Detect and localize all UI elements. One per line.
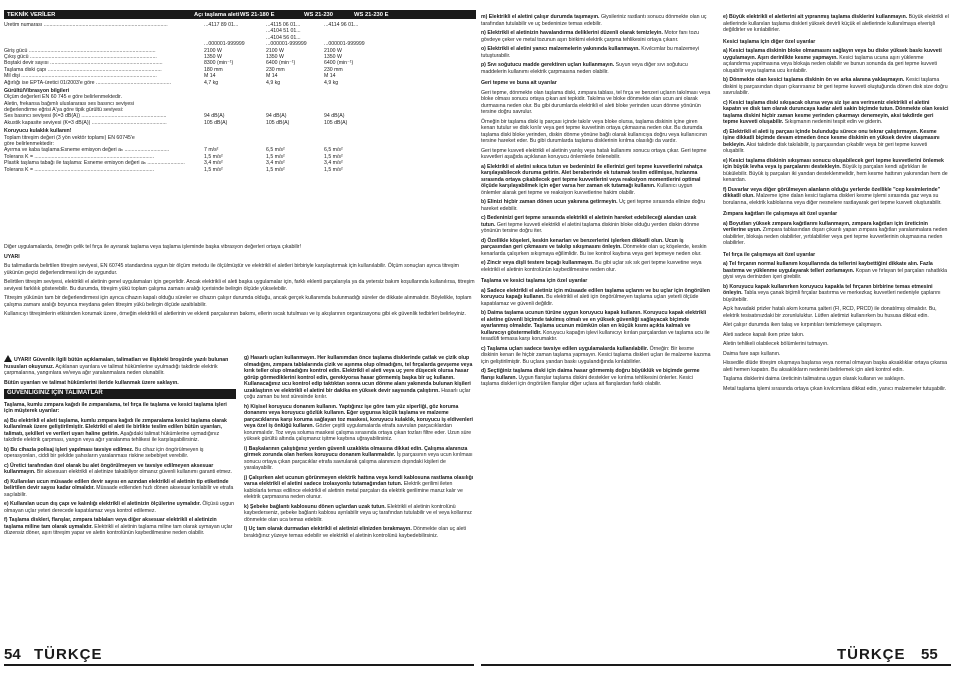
warning-para: Belirtilen titreşim seviyesi, elektrikli el aletinin genel uygulamaları için geçerlidir. Ancak elektrikli el aleti başka uygulamalar için, farklı eklenti parçalarıyla ya da yetersiz bakım koşullarında kullanılırsa, titreşim seviyesi farklılık gösterebilir. Bu durumda, titreşim yükü toplam çalışma zamanı aralığı içerisinde belirgin ölçüde yükselebilir. xyxy=(4,279,475,292)
instruction-text: Büyük elektrikli el aletlerinde kullanılan taşlama diskleri yüksek devirli küçük el aletlerinde kullanılmaya elverişli değildirler ve kırılabilirler. xyxy=(723,14,949,33)
instruction-item xyxy=(481,238,711,258)
spec-value: 4,7 kg xyxy=(204,79,219,86)
instruction-item xyxy=(244,404,476,443)
instruction-bold: e) Zincir veya dişli testere bıçağı kullanmayın. xyxy=(481,260,594,266)
instruction-item xyxy=(481,199,711,212)
instruction-text: Geri tepme, dönmekte olan taşlama diski, zımpara tablası, tel fırça ve benzeri uçların takılması veya bloke olması sonucu ortaya çıkan ani tepkidir. Takılma ve bloke dönmekte olan ucun ani olarak durmasına neden olur. Bu gibi durumlarda elektrikli el aleti bloke yerinden ucun dönme yönünün tersine doğru savrulur. xyxy=(481,89,711,115)
instruction-item xyxy=(244,446,476,472)
spec-value: 1350 W xyxy=(324,53,342,60)
instruction-bold: d) Özellikle köşeleri, keskin kenarları ve benzerlerini işlerken dikkatli olun. Ucun iş parçasından geri çıkmasını ve takılıp sıkışmasını önleyin. xyxy=(481,237,684,250)
language-label: TÜRKÇE xyxy=(837,646,906,663)
footer-left xyxy=(4,645,474,667)
spec-label: Ses basıncı seviyesi (K=3 dB(A)) ........................................................... xyxy=(4,113,167,120)
vibration-warning-text xyxy=(4,244,476,321)
spec-value: 4,9 kg xyxy=(266,79,281,86)
spec-value: 105 dB(A) xyxy=(204,119,228,126)
technical-data-title: TEKNİK VERİLER xyxy=(7,11,56,18)
instruction-item xyxy=(723,332,949,339)
page-number: 55 xyxy=(921,646,938,663)
noise-text: Ölçüm değerleri EN 60 745 e göre belirlenmektedir. xyxy=(4,94,122,101)
instruction-text: Elektrikli el aletinin taşlama miline tam olarak uymayan uçlar düzensiz döner, aşırı titreşim yapar ve aletin kontrolünün kaybedilmesine neden olabilir. xyxy=(4,523,233,536)
instruction-item xyxy=(723,306,949,319)
section-heading: Taşlama ve kesici taşlama için özel uyarılar xyxy=(481,278,588,284)
right-column-1 xyxy=(481,14,711,642)
instruction-item xyxy=(723,158,949,184)
instruction-item xyxy=(481,46,711,59)
warning-para: Bu talimatlarda belirtilen titreşim seviyesi, EN 60745 standardına uygun bir ölçüm metodu ile ölçülmüştür ve elektrikli el aletleri birbiriyle karşılaştırmak için kullanılabilir. Ölçüm sonuçları ayrıca titreşim yükünün geçici değerlendirmesi için de uygundur. xyxy=(4,263,459,276)
instruction-text: Müsaade edilenden hızlı dönen aksesuar kırılabilir ve etrafa saçılabilir. xyxy=(4,485,234,498)
instruction-bold: c) Bedeninizi geri tepme sırasında elektrikli el aletinin hareket edebileceği alandan uzak tutun. xyxy=(481,215,697,228)
right-page xyxy=(477,0,954,677)
spec-label: Giriş gücü ........................................................................................ xyxy=(4,47,156,54)
spec-value: 180 mm xyxy=(204,66,223,73)
instruction-item xyxy=(723,100,949,126)
safety-warning-head: UYARI! Güvenlik ilgili bütün açıklamaları, talimatları ve ilişkteki broşürde yazılı bulunan hususları okuyunuz. xyxy=(4,357,229,370)
noise-text: Aletin, frekansa bağımlı uluslararası ses basıncı seviyesi xyxy=(4,100,135,107)
instruction-item xyxy=(481,62,711,75)
instruction-bold: a) Sadece elektrikli el aletiniz için müsaade edilen taşlama uçlarını ve bu uçlar için öngörülen koruyucu kapağı kullanın. xyxy=(481,287,710,300)
instruction-bold: a) Bu elektrikli el aleti taşlama, kumlu zımpara kağıdı ile zımparalama kesici taşlama olarak kullanılmak üzere geliştirilmiştir. Elektrikli el aleti ile birlikte teslim edilen bütün uyarıları, talimatı, şekilleri ve verileri uyarı haline getirin. xyxy=(4,417,227,437)
instruction-item xyxy=(723,261,949,281)
spec-label: Plastik taşlama tabağı ile taşlama: Esneme emisyon değeri aₕ .......................... xyxy=(4,160,185,167)
instruction-item xyxy=(723,77,949,97)
spec-label: Üretim numarası ...................................................................................... xyxy=(4,22,168,28)
instruction-item xyxy=(4,517,236,537)
spec-value: 1,5 m/s² xyxy=(266,166,285,173)
spec-value: ...4115 06 01... xyxy=(266,22,301,28)
section-heading: Kesici taşlama için diğer özel uyarılar xyxy=(723,38,816,45)
instruction-item xyxy=(723,341,949,348)
spec-value: 94 dB(A) xyxy=(324,113,345,120)
instruction-bold: i) Başkalarının çalıştığınız yerden güvenli uzaklıkta olmasına dikkat edin. Çalışma alanınıza girmek zorunda olan herkes koruyucu donanım kullanmalıdır. xyxy=(244,445,468,458)
instruction-item xyxy=(481,346,711,366)
instruction-bold: m) Elektrikli el aletini çalışır durumda taşımayın. xyxy=(481,14,600,20)
spec-value: ...4104 56 01... xyxy=(266,34,301,41)
instruction-text: Kesici taşlama ucuna aşırı yüklenme açılandırma yapılmasına veya blokaja neden olabilir ve bunun sonunda da geri tepme kuvveti oluşabilir veya taşlama ucu kırılabilir. xyxy=(723,54,937,74)
instruction-item xyxy=(244,475,476,501)
instruction-text: Bu elektrikli el aleti için öngörülmeyen taşlama uçları yeterli ölçüde kapatılamaz ve güvenli değildir. xyxy=(481,294,699,307)
instruction-text: Koruyucu kapağın işlevi kullanıcıyı kırılan parçalardan ve taşlama ucu ile tesadüfi temasa karşı korumaktır. xyxy=(481,329,710,342)
spec-value: ...4117 89 01... xyxy=(204,22,239,28)
instruction-bold: e) Kesici taşlama diskinin sıkışması sonucu oluşabilecek geri tepme kuvvetlerini önlemek için büyük levha veya iş parçalarını destekleyin. xyxy=(723,157,944,170)
warning-triangle-icon xyxy=(4,355,12,362)
instruction-bold: b) Dönmekte olan kesici taşlama diskinin ön ve arka alanına yaklaşmayın. xyxy=(723,77,905,83)
instruction-item xyxy=(481,260,711,273)
spec-value: M 14 xyxy=(266,73,278,80)
spec-value: ...000001-999999 xyxy=(324,41,365,48)
spec-value: 6,5 m/s² xyxy=(324,147,343,154)
instruction-bold: c) Üretici tarafından özel olarak bu alet öngörülmeyen ve tavsiye edilmeyen aksesuar kullanmayın. xyxy=(4,462,214,475)
spec-value: 4,9 kg xyxy=(324,79,339,86)
spec-row xyxy=(4,120,476,126)
safety-warning-body: Açıklanan uyarılara ve talimat hükümlerine uyulmadığı takdirde elektrik çarpmalarına, yangınlara ve/veya ağır yaralanmalara neden olunabilir. xyxy=(4,363,218,376)
instruction-bold: o) Elektrikli el aletini yanıcı malzemelerin yakınında kullanmayın. xyxy=(481,46,640,52)
instruction-bold: a) Tel fırçanın normal kullanım koşullarında da tellerini kaybettiğini dikkate alın. Fazla bastırma ve yüklenme uygulayarak telleri zorlamayın. xyxy=(723,261,933,274)
model-3: WS 21-230 E xyxy=(354,11,389,18)
instruction-text: Hissedile dlüde titreşim oluşmaya başlarsa veya normal olmayan başka aksaklıklar ortaya çıkarsa aleti hemen kapatın. Bu aksaklıkların nedenini belirlemek için aleti kontrol edin. xyxy=(723,360,948,373)
spec-row xyxy=(4,167,476,173)
instruction-text: Aleti sadece kapalı iken prize takın. xyxy=(723,331,805,338)
instruction-item xyxy=(244,526,476,539)
instruction-bold: e) Kullanılan ucun dış çapı ve kalınlığı elektrikli el aletinizin ölçülerine uymalıdır. xyxy=(4,501,201,507)
spec-value: 105 dB(A) xyxy=(324,119,348,126)
instruction-text: Daima fare sapı kullanın. xyxy=(723,350,781,357)
warning-para: Titreşim yükünün tam bir değerlendirmesi için ayrıca cihazın kapalı olduğu süreler ve cihazın çalışır durumda olduğu, ancak gerçek kullanımda bulunmadığı süreler de dikkate alınmalıdır. Böylelikle, toplam çalışma zamanı aralığı boyunca meydana gelen titreşim yükü belirgin ölçüde azaltılabilir. xyxy=(4,295,472,308)
spec-value: 94 dB(A) xyxy=(204,113,225,120)
noise-title: Gürültü/Vibrasyon bilgileri xyxy=(4,87,70,94)
instruction-item xyxy=(723,14,949,34)
footer-rule xyxy=(4,664,474,666)
instruction-item xyxy=(481,148,711,161)
instruction-bold: b) Elinizi hiçbir zaman dönen ucun yakınına getirmeyin. xyxy=(481,199,618,205)
instruction-item xyxy=(481,30,711,43)
language-label: TÜRKÇE xyxy=(34,646,103,663)
spec-label: Taşlama diski çapı ............................................................................... xyxy=(4,66,162,73)
instruction-text: Alet çalışır durumda iken talaş ve kırpıntıları temizlemeye çalışmayın. xyxy=(723,322,883,328)
instruction-item xyxy=(481,14,711,27)
spec-value: 6400 (min⁻¹) xyxy=(266,60,296,67)
instruction-bold: d) Elektrikli el aleti iş parçası içinde bulunduğu sürece onu tekrar çalıştırmayın. Kesme işine dikkatli biçimde devam etmeden önce kesme diskinin en yüksek devire ulaşmasını bekleyin. xyxy=(723,128,940,148)
spec-label: Tolerans K = ................................................................................... xyxy=(4,153,155,160)
instruction-text: Örneğin bir taşlama diski iş parçası içinde takılır veya bloke olursa, taşlama diskinin içine giren kenarı tutulur ve disk kırılır veya geri tepme kuvvetinin ortaya çıkmasına neden olur. Bu durumda taşlama diski bloke yerinden, diskin dönme yönüne bağlı olarak kullanıcıya doğru veya kullanıcının tersine hareket eder. Bu gibi durumlarda taşlama disklerinin kırılma olasılığı da vardır. xyxy=(481,118,708,144)
instruction-item xyxy=(244,504,476,524)
instruction-bold: l) Uç tam olarak durmadan elektrikli el aletinizi elinizden bırakmayın. xyxy=(244,526,412,532)
instruction-text: Dönmekte olan uç aleti bıraktığınız yüzeye temas edebilir ve elektrikli el aletinin kontrolünü kaybedebilirsiniz. xyxy=(244,526,467,539)
technical-data-table xyxy=(4,22,476,173)
instruction-text: Geri tepme kuvveti elektrikli el aletini taşlama diskinin bloke olduğu yerden diskin dönme yönünün tersine doğru iter. xyxy=(481,221,700,234)
instruction-bold: b) Bu cihazla polisaj işleri yapılması tavsiye edilmez. xyxy=(4,446,134,453)
instruction-item xyxy=(723,376,949,383)
instruction-text: Dönmekte olan uç köşelerde, keskin kenarlarda çalışırken sıkışmaya eğilimlidir. Bu ise kontrol kaybına veya geri tepmeye neden olur. xyxy=(481,244,707,257)
spec-value: 105 dB(A) xyxy=(266,119,290,126)
instruction-text: Elektrikli el aletinin kontrolünü kaybederseniz, şebeke bağlantı kablosu ayrılabilir veya uç tarafından tutulabilir ve el veya kollarınız dönmekte olan uca temas edebilir. xyxy=(244,503,472,523)
tool-type: Açı taşlama aleti xyxy=(194,11,240,18)
safety-section-bar: GÜVENLİĞİNİZ İÇİN TALİMATLAR xyxy=(4,389,236,399)
instruction-bold: b) Koruyucu kapak kullanırken koruyucu kapakla tel fırçanın birbirine temas etmesini önleyin. xyxy=(723,283,933,296)
other-applications-note: Diğer uygulamalarda, örneğin çelik tel fırça ile ayırarak taşlama veya taşlama işleminde başka vibrasyon değerleri ortaya çıkabilir! xyxy=(4,244,301,250)
spec-label: Tolerans K = ................................................................................... xyxy=(4,166,155,173)
instruction-text: İş parçasının veya ucun kırılması sonucu ortaya çıkan parçacıklar etrafa savrularak çalışma alanınızın dışındaki kişileri de yaralayabilir. xyxy=(244,452,473,471)
instruction-text: Ölçüsü uygun olmayan uçlar yeteri derecede kapatılamaz veya kontrol edilemez. xyxy=(4,501,235,514)
instruction-text: Zımpara tablasından dışarı çıkarılı yapan zımpara kağıtları yaralanmalara neden olabilirler, blokaja neden olabilirler, yırtılabilirler veya geri tepme kuvvetlerinin oluşmasına neden olabilirler. xyxy=(723,227,948,246)
instruction-text: Uç geri tepme sırasında elinize doğru hareket edebilir. xyxy=(481,199,706,212)
spec-value: 94 dB(A) xyxy=(266,113,287,120)
spec-value: 3,4 m/s² xyxy=(266,160,285,167)
instruction-bold: c) Taşlama uçları sadece tavsiye edilen uygulamalarda kullanılabilir. xyxy=(481,345,649,352)
instruction-text: Kesici taşlama diskini iş parçasından dışarı çıkarırsanız bir geri tepme kuvveti oluştuğunda dönen disk size doğru savrulabilir. xyxy=(723,77,948,96)
instruction-item xyxy=(723,386,949,393)
instruction-item xyxy=(723,129,949,155)
instruction-item xyxy=(4,447,236,460)
model-1: WS 21-180 E xyxy=(240,11,275,18)
instruction-bold: d) Seçtiğiniz taşlama diski için daima hasar görmemiş doğru büyüklük ve biçimde germe flanşı kullanın. xyxy=(481,368,700,381)
ear-protection-note: Koruyucu kulaklık kullanın! xyxy=(4,128,72,135)
spec-value: M 14 xyxy=(324,73,336,80)
spec-value: 6,5 m/s² xyxy=(266,147,285,154)
safety-items xyxy=(4,402,236,537)
footer-right xyxy=(481,645,951,667)
section-heading: Tel fırça ile çalışmaya ait özel uyarılar xyxy=(723,251,816,258)
instruction-text: Metal taşlama işlemi sırasında ortaya çıkan kıvılcımlara dikkat edin, yanıcı malzemeler tutuşabilir. xyxy=(723,385,947,392)
instruction-item xyxy=(723,360,949,373)
spec-label: Mil dişi .............................................................................................. xyxy=(4,73,157,80)
instruction-item xyxy=(723,351,949,358)
instruction-item xyxy=(481,288,711,308)
instruction-bold: k) Şebeke bağlantı kablosunu dönen uçlardan uzak tutun. xyxy=(244,503,386,510)
spec-label: Çıkış gücü ........................................................................................ xyxy=(4,53,157,60)
instruction-text: Açık havadaki prizler hatalı akım koruma şalteri (FI, RCD, PRCD) ile donatılmış olmalıdır. Bu, elektrik tesisatınızdaki bir zorunluluktur. Lütfen aletimizi kullanırken bu hususa dikkat edin. xyxy=(723,306,937,319)
instruction-bold: c) Kesici taşlama diski sıkışacak olursa veya siz işe ara verirseniz elektrikli el aletini kapatın ve disk tam olarak duruncaya kadar aleti sakin biçimde tutun. Dönmekte olan kesici taşlama diskini hiçbir zaman kesme yerinden çıkarmayı denemeyin, aksi takdirde geri tepme kuvveti oluşabilir. xyxy=(723,99,949,125)
spec-label: Ağırlığı ise EPTA-üretici 01/2003'e göre .................................................... xyxy=(4,79,171,86)
instruction-text: Bir aksesuarı elektrikli el aletinize takabiliyor olmanız güvenli kullanımı garanti etmez. xyxy=(35,469,233,475)
spec-value: 1,5 m/s² xyxy=(266,153,285,160)
instruction-item xyxy=(4,402,236,415)
spec-value: 1,5 m/s² xyxy=(324,166,343,173)
safety-column-1 xyxy=(4,355,236,643)
instruction-item xyxy=(481,310,711,343)
page-number: 54 xyxy=(4,646,21,663)
instruction-item xyxy=(723,48,949,74)
vibration-text: Toplam titreşim değeri (3 yön vektör toplamı) EN 60745'e xyxy=(4,134,135,141)
spec-value: 3,4 m/s² xyxy=(204,160,223,167)
instruction-bold: g) Hasarlı uçları kullanmayın. Her kullanımdan önce taşlama disklerinde çatlak ve çizik olup olmadığını, zımpara tablalarında çizik ve aşınma olup olmadığını, tel fırçalarda gevşeme veya kırık teller olup olmadığını kontrol edin. Elektrikli el aleti veya uç yere düşecek olursa hasar görüp görmediklerini kontrol edin, gerekiyorsa hasar görmemiş başka bir uç kullanın. Kullanacağınız ucu kontrol edip taktıktan sonra ucun dönme alanı yakınında bulunan kişileri uzaklaştırın ve elektrikli el aletini bir dakika en yüksek devir sayısında çalıştırın. xyxy=(244,355,473,394)
spec-value: 230 mm xyxy=(324,66,343,73)
instruction-text: Tabla veya çanak biçimli fırçalar bastırma ve merkezkaç kuvvetleri nedeniyle çaplarını büyütebilir. xyxy=(723,290,941,303)
instruction-bold: a) Kesici taşlama diskinin bloke olmamasını sağlayın veya bu diske yüksek baskı kuvveti uygulamayın. Aşırı derinlikte kesme yapmayın. xyxy=(723,48,942,61)
instruction-bold: n) Elektrikli el aletinizin havalandırma deliklerini düzenli olarak temizleyin. xyxy=(481,30,663,36)
instruction-item xyxy=(723,322,949,329)
spec-value: 3,4 m/s² xyxy=(324,160,343,167)
vibration-text: göre belirlenmektedir: xyxy=(4,141,54,148)
spec-value: ...000001-999999 xyxy=(204,41,245,48)
instruction-bold: h) Kişisel koruyucu donanım kullanın. Yaptığınız işe göre tam yüz siperliği, göz koruma donanımı veya koruyucu gözlük kullanın. Eğer uygunsa küçük taşlama ve malzeme parçacıklarına karşı koruma sağlayan toz maskesi, koruyucu kulaklık, koruyucu iş eldivenleri veya özel iş önlüğü kullanın. xyxy=(244,403,473,429)
instruction-item xyxy=(723,187,949,207)
spec-value: 7 m/s² xyxy=(204,147,219,154)
safety-column-2 xyxy=(244,355,476,643)
spec-value: 230 mm xyxy=(266,66,285,73)
instruction-text: Uygun flanşlar taşlama diskini destekler ve kırılma tehlikesini önlerler. Kesici taşlama diskleri için öngörülen flanşlar diğer uçlara ait flanşlardan farklı olabilir. xyxy=(481,374,693,387)
spec-value: 2100 W xyxy=(266,47,284,54)
spec-value: 2100 W xyxy=(324,47,342,54)
instruction-bold: f) Duvarlar veya diğer görülmeyen alanların olduğu yerlerde özellikle "cep kesimlerinde" dikkatli olun. xyxy=(723,186,941,199)
spec-value: 1350 W xyxy=(204,53,222,60)
instruction-text: Taşlama disklerini daima üreticinin talimatına uygun olarak kullanın ve saklayın. xyxy=(723,376,905,382)
instruction-text: Örneğin: Bir kesme diskinin kenarı ile hiçbir zaman taşlama yapmayın. Kesici taşlama diskleri uçları ile malzeme kazıma için geliştirilmiştir. Bu uçlara yandan baskı uygulandığında kırılabilirler. xyxy=(481,345,711,365)
spec-value: 1,5 m/s² xyxy=(204,166,223,173)
instruction-text: Büyük iş parçaları kendi ağırlıkları ile bükülebilir. Büyük iş parçaları iki yandan desteklenmelidir, hem kesme hattının yakınından hem de kenardan. xyxy=(723,164,948,183)
instruction-text: Aletin tehlikeli olabilecek bölümlerini tutmayın. xyxy=(723,341,829,347)
spec-value: ...4104 51 01... xyxy=(266,28,301,35)
instruction-text: Kıvılcımlar bu malzemeyi tutuşturabilir. xyxy=(481,46,699,59)
instruction-item xyxy=(481,164,711,197)
instruction-bold: Taşlama, kumlu zımpara kağıdı ile zımparalama, tel fırça ile taşlama ve kesici taşlama işleri için müşterek uyarılar: xyxy=(4,401,227,414)
instruction-text: Hasarlı uçlar çoğu zaman bu test süresinde kırılır. xyxy=(244,387,471,400)
instruction-item xyxy=(723,284,949,304)
spec-value: 1350 W xyxy=(266,53,284,60)
spec-row xyxy=(4,80,476,86)
technical-data-header xyxy=(4,10,476,19)
warning-para: Kullanıcıyı titreşimlerin etkisinden korumak üzere, örneğin elektrikli el aletlerinin ve eklenti parçalarının bakımı, ellerin sıcak tutulması ve iş akışlarının organizasyonu gibi ek güvenlik tedbirleri belirleyiniz. xyxy=(4,311,466,317)
instruction-text: Giysileriniz rastlantı sonucu dönmekte olan uç tarafından tutulabilir ve uç bedeninize temas edebilir. xyxy=(481,14,707,27)
instruction-item xyxy=(4,418,236,444)
instruction-bold: e) Büyük elektrikli el aletlerini ait yıpranmış taşlama disklerini kullanmayın. xyxy=(723,14,908,20)
instruction-text: Aksi takdirde disk takılabilir, iş parçasından çıkabilir veya bir geri tepme kuvveti oluşabilir. xyxy=(723,141,928,154)
spec-label: Ayırma ve kaba taşlama:Esneme emisyon değeri aₕ ............................... xyxy=(4,147,170,154)
instruction-text: Elektrik gerilimi ileten kablolarla temas edilince elektrikli el aletinin metal parçaları da elektrik gerilimine maruz kalır ve elektrik çarpmasına neden olunur. xyxy=(244,481,463,500)
noise-text: değerlendirme eğrisi A'ya göre tipik gürültü seviyesi: xyxy=(4,107,124,114)
instruction-item xyxy=(481,215,711,235)
instruction-text: Bu cihaz için öngörülmeyen iş operasyonları, ciddi bir şekilde şahısların yaralanması riskine sebebiyet verebilir. xyxy=(4,446,204,459)
instruction-text: Kopan ve fırlayan tel parçaları rahatlıkla giysi veya derinizden içeri girebilir. xyxy=(723,267,948,280)
instruction-item xyxy=(4,479,236,499)
instruction-item xyxy=(723,221,949,247)
instruction-bold: a) Boyutları yüksek zımpara kağıtlarını kullanmayın, zımpara kağıtları için üreticinin verilerine uyun. xyxy=(723,220,928,233)
spec-value: ...4114 96 01... xyxy=(324,22,359,28)
instruction-item xyxy=(481,368,711,388)
instruction-bold: j) Çalışırken alet ucunun görünmeyen elektrik hattına veya kendi kablosuna rastlama olasılığı varsa elektrikli el aletini sadece izolasyonlu tutamağından tutun. xyxy=(244,474,474,487)
instruction-text: Sıkışmanın nedenini tespit edin ve giderin. xyxy=(783,119,883,125)
footer-rule xyxy=(481,664,951,666)
instruction-text: Bu gibi uçlar sık sık geri tepme kuvvetine veya elektrikli el aletinin kontrolünün kaybedilmesine neden olur. xyxy=(481,260,702,273)
model-2: WS 21-230 xyxy=(304,11,333,18)
spec-label: Akustik kapasite seviyesi (K=3 dB(A)) .................................................... xyxy=(4,119,167,126)
instruction-text: Gözler çeşitli uygulamalarda etrafa savrulan parçacıklardan korunmalıdır. Toz veya soluma maskesi çalışma sırasında ortaya çıkan tozları filtre eder. Uzun süre yüksek gürültü altında çalışmanız işitme kaybına uğrayabilirsiniz. xyxy=(244,423,472,442)
section-heading: Geri tepme ve buna ait uyarılar xyxy=(481,80,557,86)
instruction-item xyxy=(4,501,236,514)
instruction-bold: a) Elektrikli el aletini sıkıca tutun ve bedeninizi ile ellerinizi geri tepme kuvvetlerini rahatça karşılayabilecek duruma getirin. Alet beraberinde ek tutamak teslim edilmişse, hızlanma sırasında ortaya çıkabilecek geri tepme kuvvetlerini veya reaksiyon momentlerini optimal ölçüde karşılayabilmek için eğer varsa her zaman ek tutamağı kullanın. xyxy=(481,163,703,189)
keep-instructions: Bütün uyarıları ve talimat hükümlerini ileride kullanmak üzere saklayın. xyxy=(4,379,179,386)
spec-value: 2100 W xyxy=(204,47,222,54)
instruction-text: Aşağıdaki talimat hükümlerine uymadığınız takdirde elektrik çarpması, yangın veya ağır yaralanma tehlikesi ile karşılaşabilirsiniz. xyxy=(4,430,220,443)
spec-value: 1,5 m/s² xyxy=(324,153,343,160)
section-heading: Zımpara kağıtları ile çalışmaya ait özel uyarılar xyxy=(723,211,838,217)
instruction-item xyxy=(244,355,476,401)
instruction-text: Suyun veya diğer sıvı soğutucu maddelerin kullanımı elektrik çarpmasına neden olabilir. xyxy=(481,62,688,75)
instruction-text: Motor fanı tozu gövdeye çeker ve metal tozunun aşırı birikimi elektrik çarpma tehlikesini ortaya çıkarır. xyxy=(481,30,699,43)
instruction-bold: d) Kullanılan ucun müsaade edilen devir sayısı en azından elektrikli el aletinin tip etiketinde belirtilen devir sayısı kadar olmalıdır. xyxy=(4,478,229,491)
right-column-2 xyxy=(723,14,949,642)
spec-value: 1,5 m/s² xyxy=(204,153,223,160)
instruction-text: Geri tepme kuvveti elektrikli el aletinin yanlış veya hatalı kullanımı sonucu ortaya çıkar. Geri tepme kuvvetleri aşağıda açıklanan koruyucu önlemlerle önlenebilir. xyxy=(481,147,707,160)
instruction-bold: b) Daima taşlama ucunun türüne uygun koruyucu kapak kullanın. Koruyucu kapak elektrikli el aletine güvenli biçimde takılmış olmalı ve en yüksek güvenliği sağlayacak biçimde ayarlanmış olmalıdır. Taşlama ucunun mümkün olan en küçük kısmı açıkta kalmalı ve kullanıcıyı göstermelidir. xyxy=(481,310,707,336)
spec-value: 8300 (min⁻¹) xyxy=(204,60,234,67)
spec-value: ...000001-999999 xyxy=(266,41,307,48)
instruction-text: Malzeme içine dalan kesici taşlama diskleri kesme işlemi sırasında gaz veya su borularına, elektrik kablolarına veya diğer nesnelere rastlayarak geri tepme kuvveti oluşturabilir. xyxy=(723,193,942,206)
instruction-bold: f) Taşlama diskleri, flanşlar, zımpara tablaları veya diğer aksesuar elektrikli el aletinizin taşlama miline tam olarak uymalıdır. xyxy=(4,517,217,530)
instruction-bold: p) Sıvı soğutucu madde gerektiren uçları kullanmayın. xyxy=(481,62,615,68)
instruction-item xyxy=(481,90,711,116)
instruction-text: Kullanıcı uygun önlemler alarak geri tepme ve reaksiyon kuvvetlerine hakim olabilir. xyxy=(481,183,693,196)
spec-value: M 14 xyxy=(204,73,216,80)
instruction-item xyxy=(481,119,711,145)
spec-value: 6400 (min⁻¹) xyxy=(324,60,354,67)
spec-label: Boştaki devir sayısı .............................................................................. xyxy=(4,60,163,67)
instruction-item xyxy=(4,463,236,476)
warning-title: UYARI xyxy=(4,253,20,260)
